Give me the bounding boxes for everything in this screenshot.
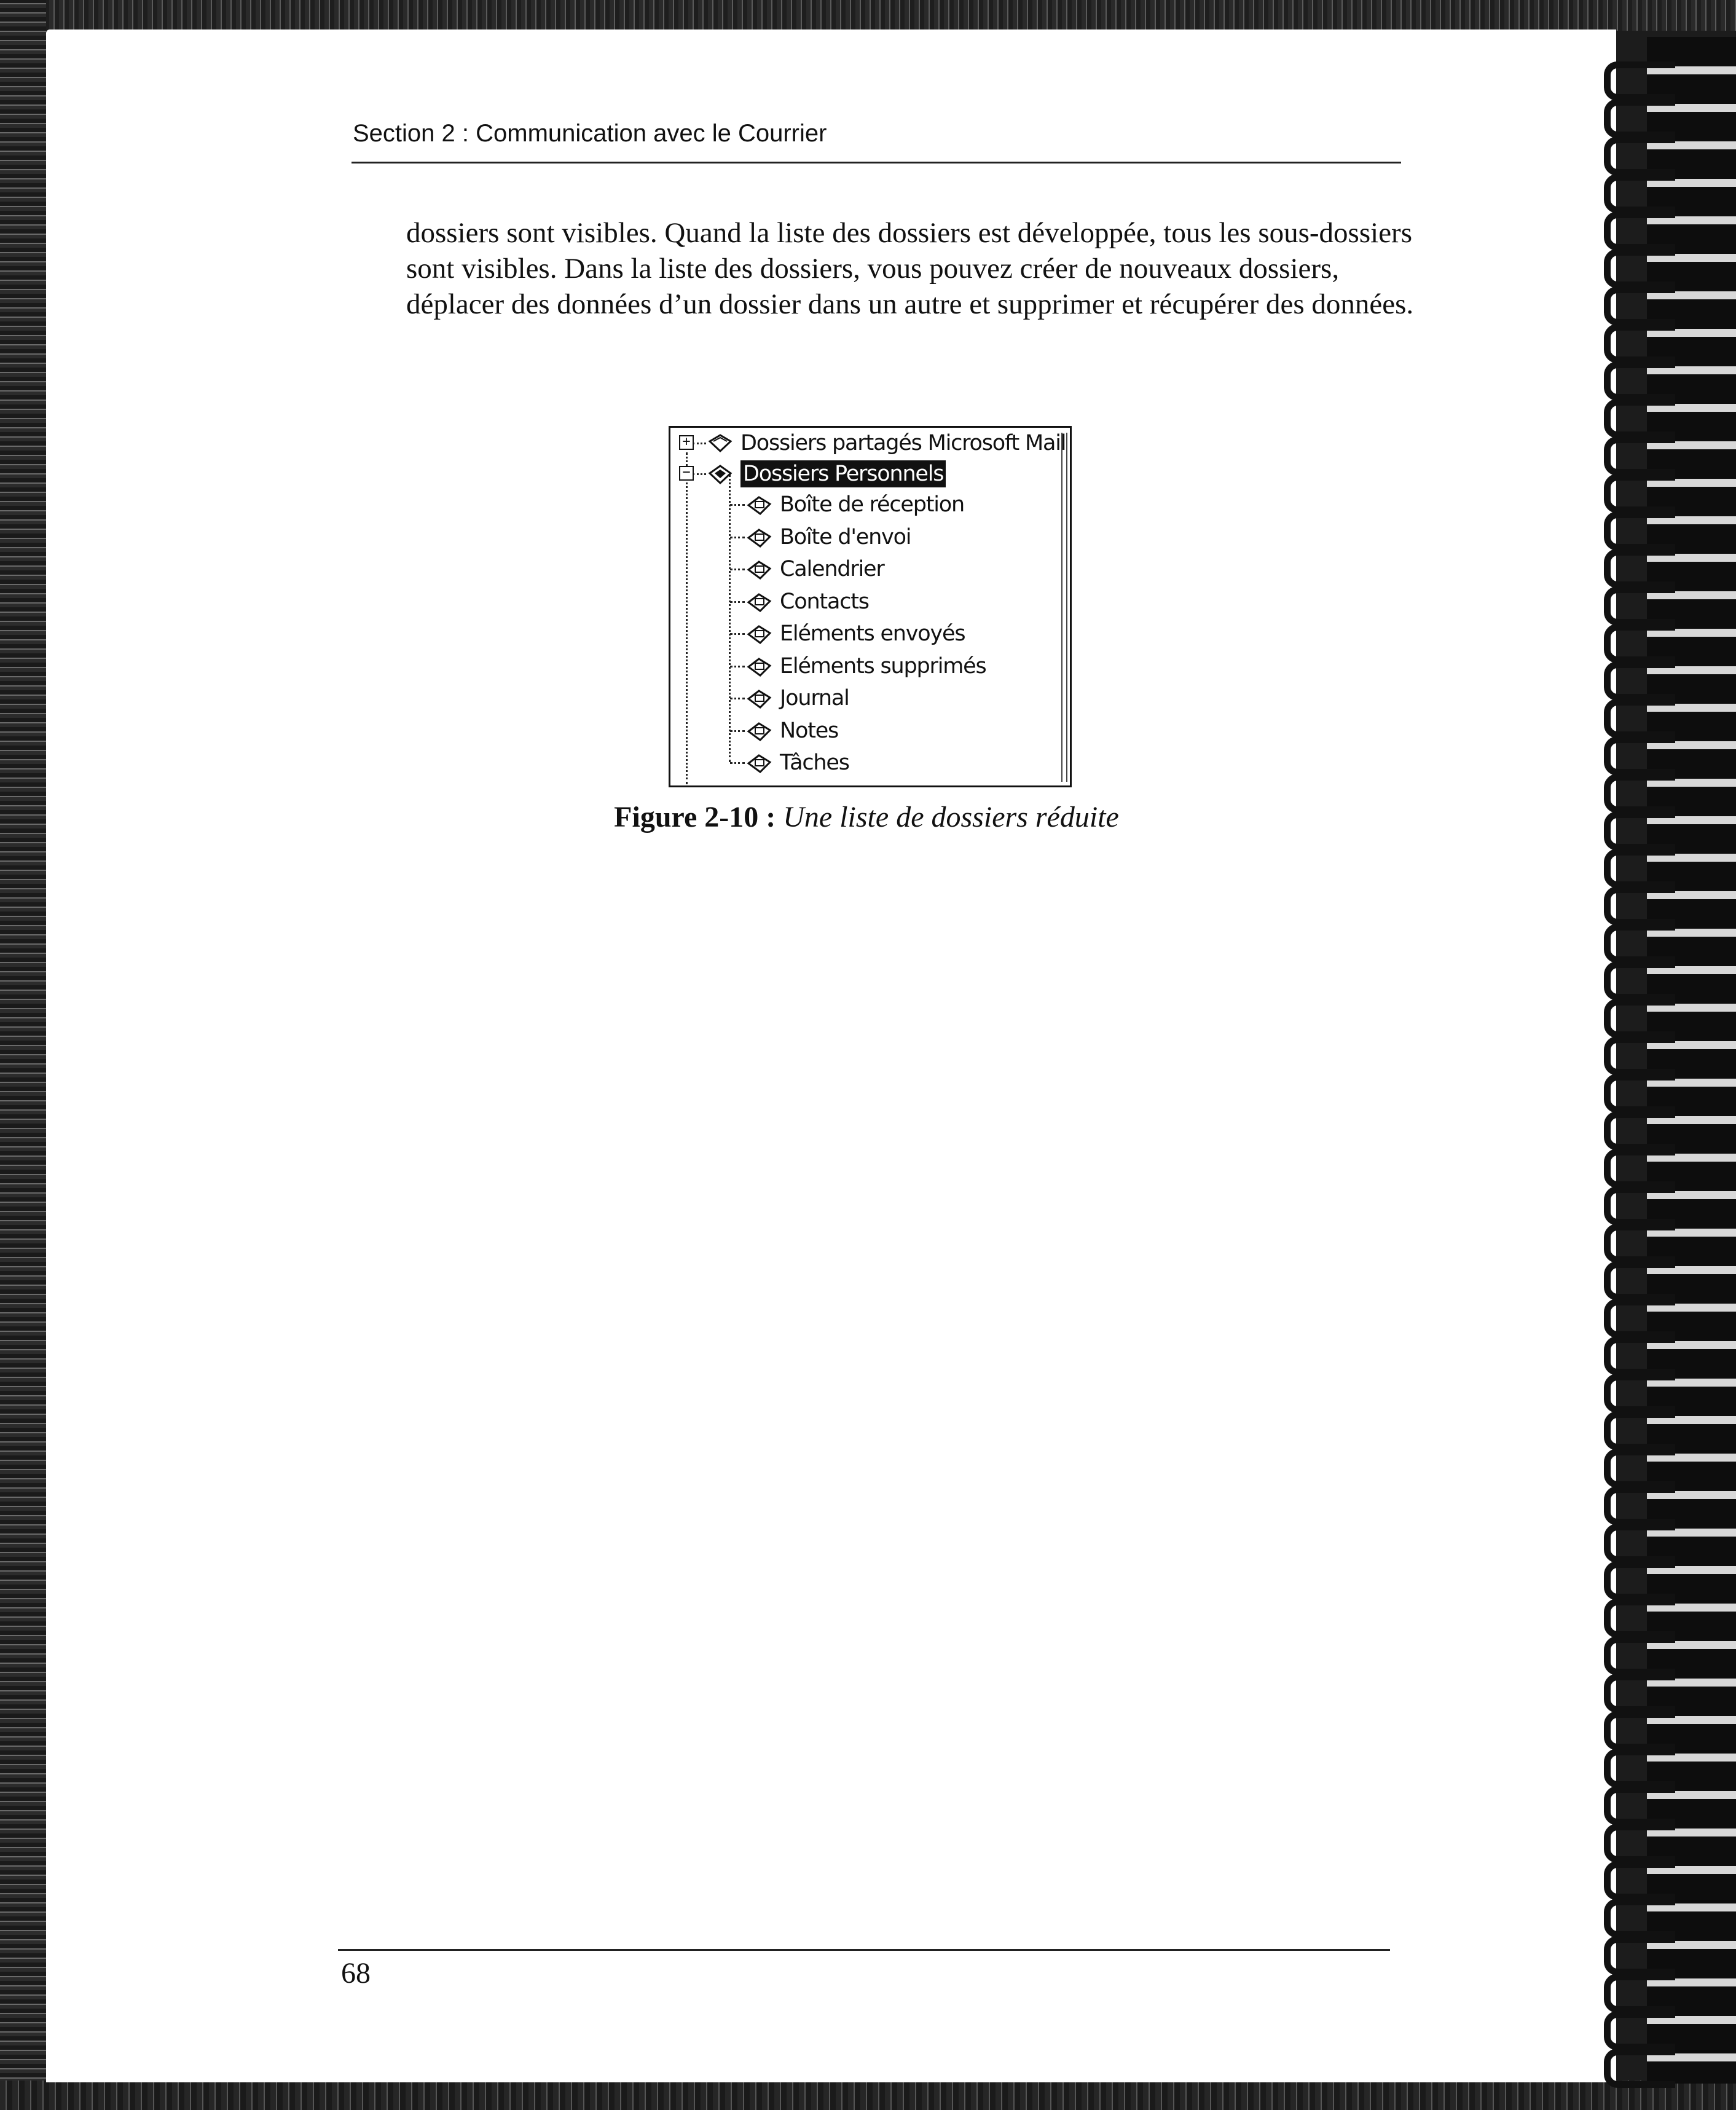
- contacts-icon: [745, 589, 774, 615]
- spiral-coil: [1604, 849, 1675, 888]
- tree-item-personal-folders[interactable]: [706, 459, 946, 489]
- running-header: Section 2 : Communication avec le Courrier: [353, 120, 827, 147]
- spiral-coil: [1604, 99, 1675, 138]
- spiral-coil: [1604, 1636, 1675, 1675]
- spiral-coil: [1604, 1186, 1675, 1226]
- header-rule: [352, 162, 1401, 163]
- calendar-icon: [745, 556, 774, 582]
- spiral-coil: [1604, 999, 1675, 1038]
- figure-caption: [0, 800, 1733, 834]
- folder-tree[interactable]: [669, 426, 1072, 787]
- spiral-coil: [1604, 1261, 1675, 1301]
- page-number: 68: [341, 1957, 371, 1990]
- spiral-coil: [1604, 399, 1675, 438]
- tree-root-connector: [693, 443, 706, 444]
- spiral-coil: [1604, 924, 1675, 963]
- spiral-coil: [1604, 1674, 1675, 1713]
- tree-item-label: Calendrier: [780, 557, 884, 581]
- journal-icon: [745, 685, 774, 711]
- spiral-coil: [1604, 586, 1675, 626]
- outbox-icon: [745, 524, 774, 550]
- spiral-coil: [1604, 324, 1675, 363]
- spiral-coil: [1604, 1711, 1675, 1750]
- spiral-coil: [1604, 474, 1675, 513]
- spiral-coil: [1604, 249, 1675, 288]
- tree-item-journal[interactable]: [745, 683, 849, 714]
- tree-child-connector: [730, 633, 745, 635]
- spiral-coil: [1604, 1936, 1675, 1975]
- sent-items-icon: [745, 621, 774, 647]
- book-page: [46, 30, 1616, 2082]
- spiral-coil: [1604, 2049, 1675, 2088]
- tree-item-shared-folders[interactable]: [706, 428, 1066, 459]
- tree-item-notes[interactable]: [745, 715, 838, 746]
- spiral-coil: [1604, 211, 1675, 251]
- tree-item-label: Boîte d'envoi: [780, 524, 911, 549]
- spiral-coil: [1604, 1824, 1675, 1863]
- spiral-coil: [1604, 361, 1675, 401]
- tree-root-guide: [686, 452, 688, 784]
- scan-border-bottom: [0, 2080, 1736, 2110]
- tree-child-connector: [730, 730, 745, 732]
- spiral-coil: [1604, 1411, 1675, 1451]
- spiral-coil: [1604, 1149, 1675, 1188]
- tree-item-inbox[interactable]: [745, 489, 964, 520]
- tree-child-connector: [730, 601, 745, 603]
- tree-child-guide: [729, 474, 731, 762]
- tree-item-label: Boîte de réception: [780, 492, 964, 517]
- notes-icon: [745, 718, 774, 744]
- spiral-coil: [1604, 1336, 1675, 1376]
- tree-item-label: Eléments envoyés: [780, 621, 965, 646]
- tree-item-label: Tâches: [780, 750, 849, 775]
- spiral-coil: [1604, 1524, 1675, 1563]
- spiral-coil: [1604, 624, 1675, 663]
- spiral-coil: [1604, 1036, 1675, 1076]
- figure-title: Une liste de dossiers réduite: [783, 801, 1119, 833]
- spiral-coil: [1604, 174, 1675, 213]
- spiral-coil: [1604, 2011, 1675, 2050]
- spiral-coil: [1604, 699, 1675, 738]
- spiral-coil: [1604, 1374, 1675, 1413]
- spiral-coil: [1604, 1299, 1675, 1338]
- spiral-coil: [1604, 1074, 1675, 1113]
- shared-folders-icon: [706, 430, 734, 456]
- spiral-coil: [1604, 61, 1675, 101]
- tree-child-connector: [730, 569, 745, 570]
- tree-item-label-selected: Dossiers Personnels: [740, 460, 946, 487]
- spiral-coil: [1604, 1224, 1675, 1263]
- tree-root-connector: [693, 473, 706, 475]
- spiral-coil: [1604, 136, 1675, 176]
- footer-rule: [338, 1949, 1390, 1951]
- spiral-coil: [1604, 1486, 1675, 1525]
- tree-item-label: Eléments supprimés: [780, 653, 986, 679]
- tree-item-outbox[interactable]: [745, 522, 911, 553]
- tree-item-label: Contacts: [780, 589, 869, 614]
- tree-item-contacts[interactable]: [745, 586, 869, 617]
- spiral-coil: [1604, 1899, 1675, 1938]
- spiral-coil: [1604, 286, 1675, 326]
- spiral-coil: [1604, 961, 1675, 1001]
- tree-item-label: Notes: [780, 718, 839, 743]
- inbox-icon: [745, 492, 774, 518]
- tree-child-connector: [730, 537, 745, 538]
- collapse-toggle[interactable]: −: [679, 466, 694, 481]
- spiral-coil: [1604, 1861, 1675, 1900]
- spiral-coil: [1604, 511, 1675, 551]
- spiral-coil: [1604, 1749, 1675, 1788]
- figure-label: Figure 2-10 :: [614, 801, 776, 833]
- tree-child-connector: [730, 698, 745, 699]
- tree-child-connector: [730, 504, 745, 506]
- tree-child-connector: [730, 666, 745, 667]
- tree-item-label: Dossiers partagés Microsoft Mail: [740, 431, 1066, 455]
- spiral-coil: [1604, 1599, 1675, 1638]
- spiral-coil: [1604, 1786, 1675, 1825]
- body-paragraph: dossiers sont visibles. Quand la liste des dossiers est développée, tous les sous-dossiers sont visibles. Dans la liste des dossiers, vous pouvez créer de nouveaux dossiers, déplacer des données d’un dossier dans un autre et supprimer et récupérer des données.: [406, 217, 1414, 320]
- tree-item-sent-items[interactable]: [745, 618, 965, 649]
- tree-scrollbar[interactable]: [1061, 433, 1067, 782]
- tree-item-deleted-items[interactable]: [745, 651, 986, 682]
- tasks-icon: [745, 750, 774, 776]
- spiral-coil: [1604, 1974, 1675, 2013]
- spiral-coil: [1604, 1561, 1675, 1600]
- expand-toggle[interactable]: +: [679, 435, 694, 450]
- scan-border-top: [0, 0, 1736, 31]
- tree-child-connector: [730, 762, 745, 764]
- tree-item-tasks[interactable]: [745, 747, 849, 778]
- spiral-coil: [1604, 1449, 1675, 1488]
- personal-folders-icon: [706, 461, 734, 487]
- scan-border-left: [0, 0, 46, 2110]
- tree-item-calendar[interactable]: [745, 554, 884, 585]
- spiral-coil: [1604, 436, 1675, 476]
- spiral-coil: [1604, 886, 1675, 926]
- tree-item-label: Journal: [780, 686, 849, 711]
- spiral-coil: [1604, 661, 1675, 701]
- deleted-items-icon: [745, 653, 774, 679]
- spiral-coil: [1604, 1111, 1675, 1151]
- spiral-binding: [1592, 37, 1736, 2084]
- spiral-coil: [1604, 736, 1675, 776]
- spiral-coil: [1604, 549, 1675, 588]
